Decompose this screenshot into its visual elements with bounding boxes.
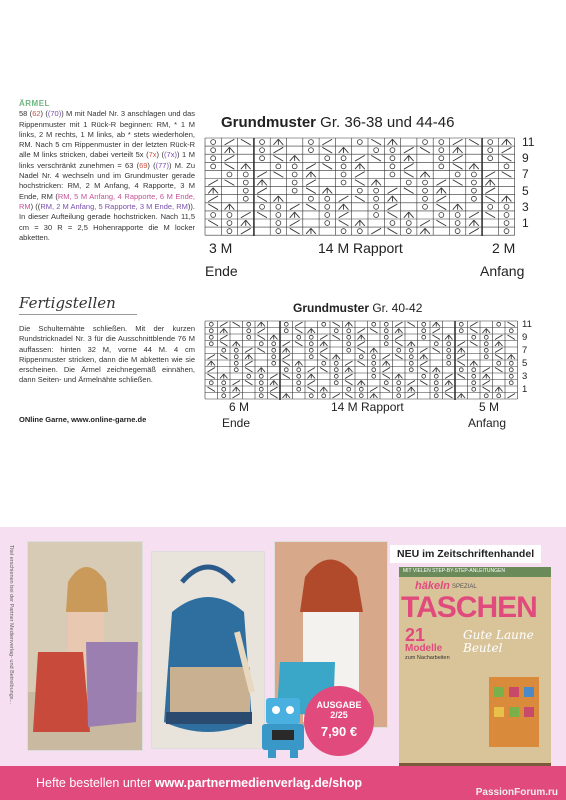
row-number: 5 xyxy=(522,358,528,369)
row-number: 3 xyxy=(522,371,528,382)
chart1-repeat: 14 M Rapport xyxy=(318,240,403,256)
cover-spezial: SPEZIAL xyxy=(452,584,477,590)
photo-woman-with-bags xyxy=(27,541,143,751)
magazine-cover xyxy=(399,567,551,775)
cover-subtitle: zum Nacharbeiten xyxy=(405,655,450,661)
cover-script: Gute Laune Beutel xyxy=(463,628,534,655)
price: 7,90 € xyxy=(320,724,358,739)
row-number: 9 xyxy=(522,332,528,343)
cover-modelle: Modelle xyxy=(405,643,443,654)
advert-side-note: Titel erschienen bei der Partner Medienverlag- und Betreibungs... xyxy=(8,545,14,705)
finishing-title: Fertigstellen xyxy=(19,294,116,312)
chart2-grid xyxy=(204,320,519,400)
chart2-left-count: 6 M xyxy=(229,400,250,414)
chart1-left-count: 3 M xyxy=(209,240,233,256)
row-number: 5 xyxy=(522,183,529,198)
crochet-robot-icon xyxy=(256,690,310,760)
sleeve-instructions xyxy=(19,99,195,243)
cover-brand: häkeln xyxy=(415,580,450,592)
row-number: 7 xyxy=(522,167,529,182)
issue-label: AUSGABE xyxy=(316,700,362,710)
chart2-left-word: Ende xyxy=(222,416,251,430)
finishing-paragraph: Die Schulternähte schließen. Mit der kurzen Rundstricknadel Nr. 3 für die Ausschnittblende 76 M auffassen: hinten 32 M, vorne 44 M. 4 cm Rippenmuster stricken, dann die M abketten wie sie erscheinen. Die Ärmel zeichnegemäß einnähen, dann Seiten- und Ärmelnähte schließen. xyxy=(19,324,195,385)
price-badge xyxy=(304,686,374,756)
cover-count: 21 xyxy=(405,625,426,645)
section-title: ÄRMEL xyxy=(19,99,50,108)
chart2-title: Grundmuster Gr. 40-42 xyxy=(293,301,423,315)
cover-title: TASCHEN xyxy=(401,591,537,624)
watermark: PassionForum.ru xyxy=(475,787,558,798)
chart2-repeat: 14 M Rapport xyxy=(331,400,404,414)
chart1-right-count: 2 M xyxy=(492,240,516,256)
row-number: 11 xyxy=(522,135,535,149)
cover-tagline: MIT VIELEN STEP-BY-STEP-ANLEITUNGEN xyxy=(403,568,505,574)
yarn-brand: ONline Garne, www.online-garne.de xyxy=(19,415,147,424)
chart1-right-word: Anfang xyxy=(480,263,525,279)
title-underline xyxy=(19,314,137,315)
row-number: 7 xyxy=(522,345,528,356)
chart1-grid xyxy=(204,137,516,236)
chart1-left-word: Ende xyxy=(205,263,238,279)
new-in-stores-label: NEU im Zeitschriftenhandel xyxy=(390,545,541,563)
row-number: 1 xyxy=(522,216,529,230)
chart2-right-count: 5 M xyxy=(479,400,500,414)
chart2-right-word: Anfang xyxy=(468,416,507,430)
chart1-title: Grundmuster Gr. 36-38 und 44-46 xyxy=(221,114,455,131)
row-number: 3 xyxy=(522,199,529,214)
issue-number: 2/25 xyxy=(330,710,348,720)
row-number: 11 xyxy=(522,319,532,330)
sleeve-paragraph: 58 (62) ((70)) M mit Nadel Nr. 3 anschlagen und das Rippenmuster mit 1 Rück-R beginnen: RM, * 1 M links, 2 M rechts, 1 M links, ab * stets wiederholen, RM. Nach 5 cm Rippenmuster in der letzten Rück-R alle M links stricken, dabei verteilt 5x (7x) ((7x)) 1 M links verschränkt zunehmen = 63 (69) ((77)) M. Zu Nadel Nr. 4 wechseln und im Grundmuster gerade hochstricken: RM, 2 M Anfang, 4 Rapporte, 3 M Ende, RM (RM, 5 M Anfang, 4 Rapporte, 6 M Ende, RM) ((RM, 2 M Anfang, 5 Rapporte, 3 M Ende, RM)). In dieser Aufteilung gerade hochstricken. Nach 11,5 cm = 30 R = 2,5 Hohenrapporte die M locker abketten. xyxy=(19,109,196,242)
row-number: 1 xyxy=(522,384,528,395)
shop-link[interactable]: www.partnermedienverlag.de/shop xyxy=(154,776,363,790)
row-number: 9 xyxy=(522,151,529,166)
photo-drawstring-bag xyxy=(151,551,265,749)
order-text: Hefte bestellen unter www.partnermedienverlag.de/shop xyxy=(36,776,363,790)
